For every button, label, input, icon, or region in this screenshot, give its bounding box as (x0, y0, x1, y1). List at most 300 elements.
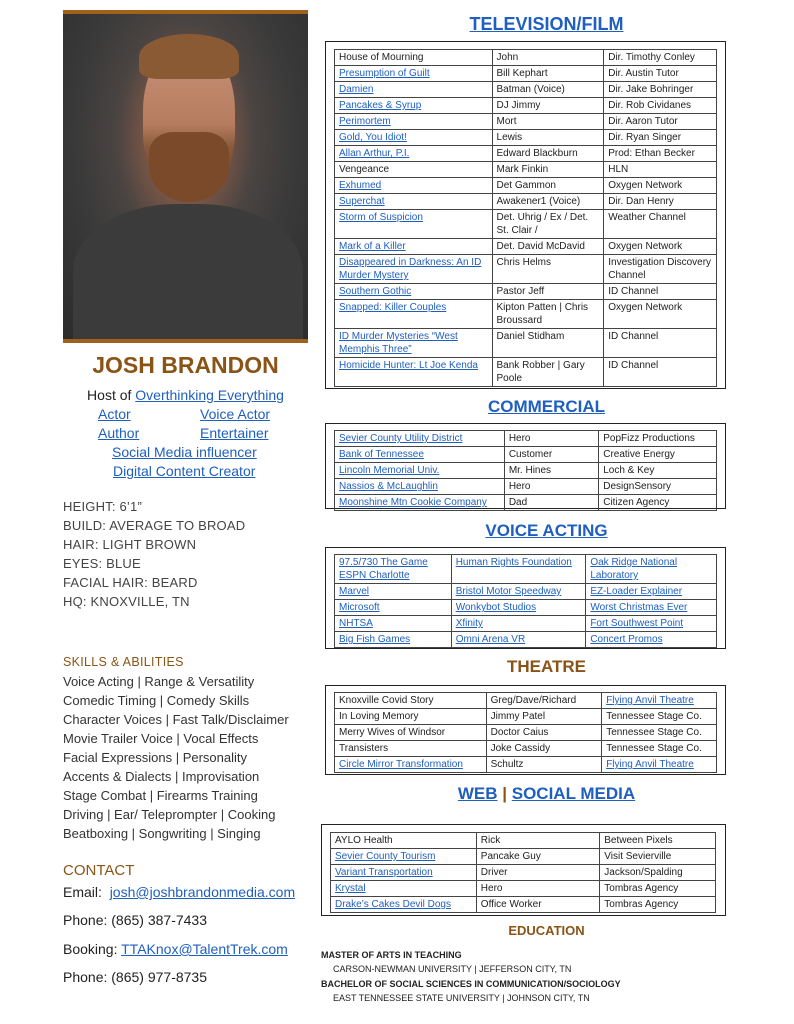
table-cell (600, 881, 716, 897)
table-cell (602, 725, 717, 741)
table-cell (335, 329, 493, 358)
table-cell (504, 463, 598, 479)
host-line (63, 387, 308, 403)
role-author-link[interactable]: Author (98, 425, 140, 441)
table-cell (492, 50, 604, 66)
table-cell (599, 479, 717, 495)
credit-text: Vengeance (339, 164, 390, 175)
credit-text: Lewis (496, 132, 523, 143)
stat-hq: HQ: KNOXVILLE, TN (63, 594, 190, 609)
credit-text: Dir. Aaron Tutor (608, 116, 678, 127)
tv-film-table (334, 49, 717, 387)
table-cell (335, 600, 452, 616)
credit-text: Det Gammon (496, 180, 556, 191)
table-cell (335, 616, 452, 632)
credit-text: Prod: Ethan Becker (608, 148, 695, 159)
school-carson-newman: CARSON-NEWMAN UNIVERSITY | JEFFERSON CITY, TN (333, 964, 572, 974)
theatre-heading: THEATRE (506, 657, 586, 676)
credit-text: ID Channel (608, 331, 659, 342)
table-row (335, 479, 717, 495)
credit-link[interactable]: Flying Anvil Theatre (606, 695, 694, 706)
table-cell (602, 741, 717, 757)
table-row (335, 130, 717, 146)
credit-link[interactable]: Perimortem (339, 116, 391, 127)
credit-text: Mark Finkin (496, 164, 549, 175)
table-cell (604, 162, 717, 178)
table-cell (586, 555, 717, 584)
credit-link[interactable]: Homicide Hunter: Lt Joe Kenda (339, 360, 478, 371)
stat-facial-hair: FACIAL HAIR: BEARD (63, 575, 198, 590)
table-row (335, 757, 717, 773)
credit-link[interactable]: Wonkybot Studios (455, 602, 537, 613)
table-cell (604, 255, 717, 284)
table-cell (492, 300, 604, 329)
credit-text: PopFizz Productions (603, 433, 695, 444)
credit-link[interactable]: Variant Transportation (335, 867, 433, 878)
credit-text: Oxygen Network (608, 302, 683, 313)
credit-link[interactable]: Marvel (339, 586, 370, 597)
credit-link[interactable]: Southern Gothic (339, 286, 412, 297)
credit-text: ID Channel (608, 360, 659, 371)
contact-booking (63, 941, 288, 957)
role-content-creator-link[interactable]: Digital Content Creator (113, 463, 256, 479)
table-cell (335, 114, 493, 130)
credit-link[interactable]: Krystal (335, 883, 366, 894)
physical-stats (63, 497, 245, 611)
credit-link[interactable]: Worst Christmas Ever (590, 602, 688, 613)
table-cell (604, 284, 717, 300)
table-cell (600, 865, 716, 881)
credit-text: House of Mourning (339, 52, 424, 63)
credit-text: Office Worker (480, 899, 542, 910)
credit-link[interactable]: Xfinity (455, 618, 483, 629)
table-row (335, 693, 717, 709)
table-row (335, 210, 717, 239)
table-cell (335, 210, 493, 239)
host-show-link[interactable]: Overthinking Everything (135, 387, 284, 403)
table-cell (604, 329, 717, 358)
credit-link[interactable]: 97.5/730 The Game ESPN Charlotte (339, 557, 428, 581)
table-cell (492, 255, 604, 284)
table-cell (492, 194, 604, 210)
table-cell (602, 709, 717, 725)
table-cell (335, 255, 493, 284)
table-cell (600, 833, 716, 849)
table-cell (335, 431, 505, 447)
credit-link[interactable]: Moonshine Mtn Cookie Company (339, 497, 487, 508)
credit-link[interactable]: Snapped: Killer Couples (339, 302, 447, 313)
table-cell (586, 616, 717, 632)
table-cell (335, 495, 505, 511)
table-cell (604, 50, 717, 66)
credit-link[interactable]: Concert Promos (590, 634, 663, 645)
role-actor-link[interactable]: Actor (98, 406, 131, 422)
table-cell (602, 757, 717, 773)
credit-link[interactable]: Nassios & McLaughlin (339, 481, 438, 492)
credit-link[interactable]: Superchat (339, 196, 385, 207)
table-cell (335, 146, 493, 162)
table-cell (486, 757, 602, 773)
table-cell (331, 833, 477, 849)
headshot-photo (63, 14, 308, 339)
table-row (331, 865, 716, 881)
phone-label: Phone: (63, 912, 108, 928)
table-row (335, 146, 717, 162)
table-cell (492, 210, 604, 239)
contact-email (63, 884, 295, 900)
credit-text: Loch & Key (603, 465, 655, 476)
table-cell (604, 300, 717, 329)
table-cell (335, 50, 493, 66)
table-cell (492, 178, 604, 194)
credit-text: Hero (508, 433, 531, 444)
web-heading-link[interactable]: WEB (457, 784, 498, 803)
table-cell (586, 584, 717, 600)
table-row (335, 616, 717, 632)
table-cell (476, 849, 599, 865)
table-cell (335, 479, 505, 495)
credit-link[interactable]: Pancakes & Syrup (339, 100, 422, 111)
credit-link[interactable]: Omni Arena VR (455, 634, 526, 645)
credit-text: Dir. Timothy Conley (608, 52, 695, 63)
table-cell (476, 897, 599, 913)
table-cell (492, 98, 604, 114)
credit-text: Daniel Stidham (496, 331, 565, 342)
credit-text: Doctor Caius (490, 727, 549, 738)
credit-link[interactable]: Circle Mirror Transformation (339, 759, 463, 770)
credit-link[interactable]: Sevier County Utility District (339, 433, 463, 444)
table-row (335, 300, 717, 329)
credit-text: Awakener1 (Voice) (496, 196, 581, 207)
table-cell (451, 600, 586, 616)
table-row (335, 66, 717, 82)
credit-text: Knoxville Covid Story (339, 695, 434, 706)
table-cell (600, 897, 716, 913)
contact-heading: CONTACT (63, 862, 135, 879)
credit-link[interactable]: Sevier County Tourism (335, 851, 436, 862)
table-cell (451, 555, 586, 584)
table-cell (492, 146, 604, 162)
credit-text: Oxygen Network (608, 241, 683, 252)
table-cell (492, 284, 604, 300)
credit-text: Pastor Jeff (496, 286, 545, 297)
credit-text: Weather Channel (608, 212, 686, 223)
theatre-table (334, 692, 717, 773)
email-link[interactable]: josh@joshbrandonmedia.com (109, 884, 296, 900)
table-cell (335, 239, 493, 255)
credit-text: AYLO Health (335, 835, 393, 846)
table-cell (486, 709, 602, 725)
credit-text: Investigation Discovery Channel (608, 257, 712, 281)
table-row (335, 162, 717, 178)
credit-text: Jackson/Spalding (604, 867, 683, 878)
degree-masters: MASTER OF ARTS IN TEACHING (321, 950, 462, 960)
table-row (335, 98, 717, 114)
credit-link[interactable]: Big Fish Games (339, 634, 411, 645)
credit-text: Dir. Rob Cividanes (608, 100, 692, 111)
table-row (335, 194, 717, 210)
table-row (335, 741, 717, 757)
table-cell (451, 616, 586, 632)
table-cell (335, 709, 487, 725)
credit-text: Schultz (490, 759, 524, 770)
credit-link[interactable]: Oak Ridge National Laboratory (590, 557, 678, 581)
table-cell (604, 358, 717, 387)
table-cell (331, 849, 477, 865)
education-heading: EDUCATION (508, 923, 585, 938)
table-row (331, 897, 716, 913)
table-cell (492, 82, 604, 98)
table-cell (599, 447, 717, 463)
table-row (335, 358, 717, 387)
table-cell (335, 358, 493, 387)
credit-text: Greg/Dave/Richard (490, 695, 577, 706)
school-etsu: EAST TENNESSEE STATE UNIVERSITY | JOHNSON CITY, TN (333, 993, 590, 1003)
table-cell (604, 130, 717, 146)
contact-phone (63, 912, 207, 928)
credit-link[interactable]: Lincoln Memorial Univ. (339, 465, 440, 476)
table-row (335, 709, 717, 725)
commercial-table (334, 430, 717, 511)
stat-build: BUILD: AVERAGE TO BROAD (63, 518, 246, 533)
table-cell (335, 741, 487, 757)
voice-acting-table (334, 554, 717, 648)
credit-text: ID Channel (608, 286, 659, 297)
table-cell (599, 431, 717, 447)
table-cell (451, 632, 586, 648)
table-cell (604, 178, 717, 194)
credit-text: Pancake Guy (480, 851, 541, 862)
credit-text: Tennessee Stage Co. (606, 711, 702, 722)
credit-text: Tombras Agency (604, 883, 679, 894)
table-cell (504, 447, 598, 463)
table-cell (599, 495, 717, 511)
table-cell (486, 741, 602, 757)
table-row (335, 284, 717, 300)
stat-eyes: EYES: BLUE (63, 556, 141, 571)
degree-bachelors: BACHELOR OF SOCIAL SCIENCES IN COMMUNICATION/SOCIOLOGY (321, 979, 621, 989)
skill-line: Beatboxing | Songwriting | Singing (63, 826, 261, 841)
skill-line: Driving | Ear/ Teleprompter | Cooking (63, 807, 276, 822)
credit-text: Oxygen Network (608, 180, 683, 191)
credit-link[interactable]: Gold, You Idiot! (339, 132, 407, 143)
table-cell (599, 463, 717, 479)
skills-list (63, 672, 289, 843)
tv-film-heading: TELEVISION/FILM (469, 14, 624, 34)
credit-text: Jimmy Patel (490, 711, 546, 722)
table-cell (492, 358, 604, 387)
table-cell (476, 865, 599, 881)
table-cell (331, 897, 477, 913)
credit-text: Chris Helms (496, 257, 551, 268)
credit-text: John (496, 52, 519, 63)
skill-line: Voice Acting | Range & Versatility (63, 674, 255, 689)
table-cell (492, 162, 604, 178)
credit-text: Transisters (339, 743, 389, 754)
table-cell (335, 178, 493, 194)
table-cell (331, 881, 477, 897)
credit-link[interactable]: EZ-Loader Explainer (590, 586, 683, 597)
table-cell (604, 98, 717, 114)
web-social-table (330, 832, 716, 913)
role-entertainer-link[interactable]: Entertainer (200, 425, 269, 441)
credit-text: Creative Energy (603, 449, 675, 460)
heading-separator: | (502, 784, 507, 803)
skill-line: Facial Expressions | Personality (63, 750, 248, 765)
table-cell (604, 210, 717, 239)
credit-text: Visit Sevierville (604, 851, 672, 862)
table-cell (604, 82, 717, 98)
credit-text: Bill Kephart (496, 68, 548, 79)
contact-phone-2 (63, 969, 207, 985)
table-cell (335, 757, 487, 773)
table-cell (335, 162, 493, 178)
table-cell (504, 431, 598, 447)
credit-text: Dir. Austin Tutor (608, 68, 679, 79)
credit-link[interactable]: Storm of Suspicion (339, 212, 423, 223)
credit-text: Tennessee Stage Co. (606, 727, 702, 738)
credit-text: Mr. Hines (508, 465, 552, 476)
table-cell (586, 632, 717, 648)
table-cell (600, 849, 716, 865)
credit-text: Edward Blackburn (496, 148, 578, 159)
table-cell (335, 300, 493, 329)
social-media-heading-link[interactable]: SOCIAL MEDIA (511, 784, 636, 803)
table-cell (335, 584, 452, 600)
table-row (335, 255, 717, 284)
table-row (335, 82, 717, 98)
role-influencer-link[interactable]: Social Media influencer (112, 444, 257, 460)
credit-link[interactable]: Human Rights Foundation (455, 557, 572, 568)
credit-text: Rick (480, 835, 501, 846)
table-cell (335, 447, 505, 463)
credit-link[interactable]: ID Murder Mysteries “West Memphis Three” (339, 331, 458, 355)
table-cell (492, 329, 604, 358)
table-cell (486, 693, 602, 709)
table-cell (335, 463, 505, 479)
credit-link[interactable]: Bristol Motor Speedway (455, 586, 562, 597)
phone2-label: Phone: (63, 969, 108, 985)
credit-link[interactable]: Mark of a Killer (339, 241, 406, 252)
credit-link[interactable]: Exhumed (339, 180, 382, 191)
table-cell (504, 495, 598, 511)
skill-line: Movie Trailer Voice | Vocal Effects (63, 731, 259, 746)
table-cell (492, 130, 604, 146)
credit-text: Dir. Jake Bohringer (608, 84, 694, 95)
table-cell (486, 725, 602, 741)
table-cell (335, 82, 493, 98)
table-cell (504, 479, 598, 495)
voice-acting-heading: VOICE ACTING (485, 521, 608, 540)
credit-link[interactable]: Damien (339, 84, 374, 95)
table-row (335, 495, 717, 511)
stat-height: HEIGHT: 6’1” (63, 499, 142, 514)
credit-text: Mort (496, 116, 517, 127)
table-cell (604, 114, 717, 130)
table-cell (335, 555, 452, 584)
credit-link[interactable]: Presumption of Guilt (339, 68, 430, 79)
table-cell (586, 600, 717, 616)
credit-text: Det. Uhrig / Ex / Det. St. Clair / (496, 212, 589, 236)
table-row (335, 239, 717, 255)
table-row (335, 114, 717, 130)
table-row (335, 463, 717, 479)
phone-value: (865) 387-7433 (111, 912, 208, 928)
credit-text: Driver (480, 867, 508, 878)
skill-line: Character Voices | Fast Talk/Disclaimer (63, 712, 289, 727)
credit-text: Bank Robber | Gary Poole (496, 360, 585, 384)
credit-text: DesignSensory (603, 481, 672, 492)
email-label: Email: (63, 884, 102, 900)
table-cell (476, 881, 599, 897)
table-cell (451, 584, 586, 600)
credit-link[interactable]: Microsoft (339, 602, 380, 613)
credit-link[interactable]: Bank of Tennessee (339, 449, 424, 460)
skill-line: Stage Combat | Firearms Training (63, 788, 258, 803)
credit-link[interactable]: NHTSA (339, 618, 373, 629)
table-row (335, 178, 717, 194)
table-cell (335, 693, 487, 709)
table-row (331, 881, 716, 897)
table-row (335, 431, 717, 447)
table-row (335, 600, 717, 616)
table-cell (335, 66, 493, 82)
credit-link[interactable]: Flying Anvil Theatre (606, 759, 694, 770)
role-voice-actor-link[interactable]: Voice Actor (200, 406, 271, 422)
credit-text: Tennessee Stage Co. (606, 743, 702, 754)
table-cell (492, 66, 604, 82)
table-cell (604, 239, 717, 255)
table-cell (331, 865, 477, 881)
credit-text: Citizen Agency (603, 497, 670, 508)
table-row (335, 555, 717, 584)
actor-name: JOSH BRANDON (92, 352, 279, 378)
credit-text: Tombras Agency (604, 899, 679, 910)
credit-link[interactable]: Fort Southwest Point (590, 618, 684, 629)
skills-heading: SKILLS & ABILITIES (63, 655, 184, 669)
table-row (335, 329, 717, 358)
table-cell (335, 98, 493, 114)
table-cell (492, 114, 604, 130)
booking-email-link[interactable]: TTAKnox@TalentTrek.com (121, 941, 288, 957)
stat-hair: HAIR: LIGHT BROWN (63, 537, 197, 552)
commercial-heading: COMMERCIAL (487, 397, 606, 416)
skill-line: Comedic Timing | Comedy Skills (63, 693, 250, 708)
table-cell (335, 725, 487, 741)
credit-text: Det. David McDavid (496, 241, 585, 252)
table-row (335, 632, 717, 648)
phone2-value: (865) 977-8735 (111, 969, 208, 985)
credit-text: Between Pixels (604, 835, 673, 846)
credit-link[interactable]: Allan Arthur, P.I. (339, 148, 410, 159)
credit-text: Customer (508, 449, 553, 460)
table-row (335, 50, 717, 66)
credit-link[interactable]: Disappeared in Darkness: An ID Murder Mystery (339, 257, 482, 281)
table-cell (604, 194, 717, 210)
credit-text: Hero (480, 883, 503, 894)
credit-text: Hero (508, 481, 531, 492)
table-cell (604, 66, 717, 82)
skill-line: Accents & Dialects | Improvisation (63, 769, 260, 784)
table-cell (335, 130, 493, 146)
table-cell (335, 194, 493, 210)
table-cell (602, 693, 717, 709)
table-cell (604, 146, 717, 162)
credit-link[interactable]: Drake’s Cakes Devil Dogs (335, 899, 451, 910)
credit-text: DJ Jimmy (496, 100, 541, 111)
credit-text: In Loving Memory (339, 711, 419, 722)
table-row (331, 833, 716, 849)
